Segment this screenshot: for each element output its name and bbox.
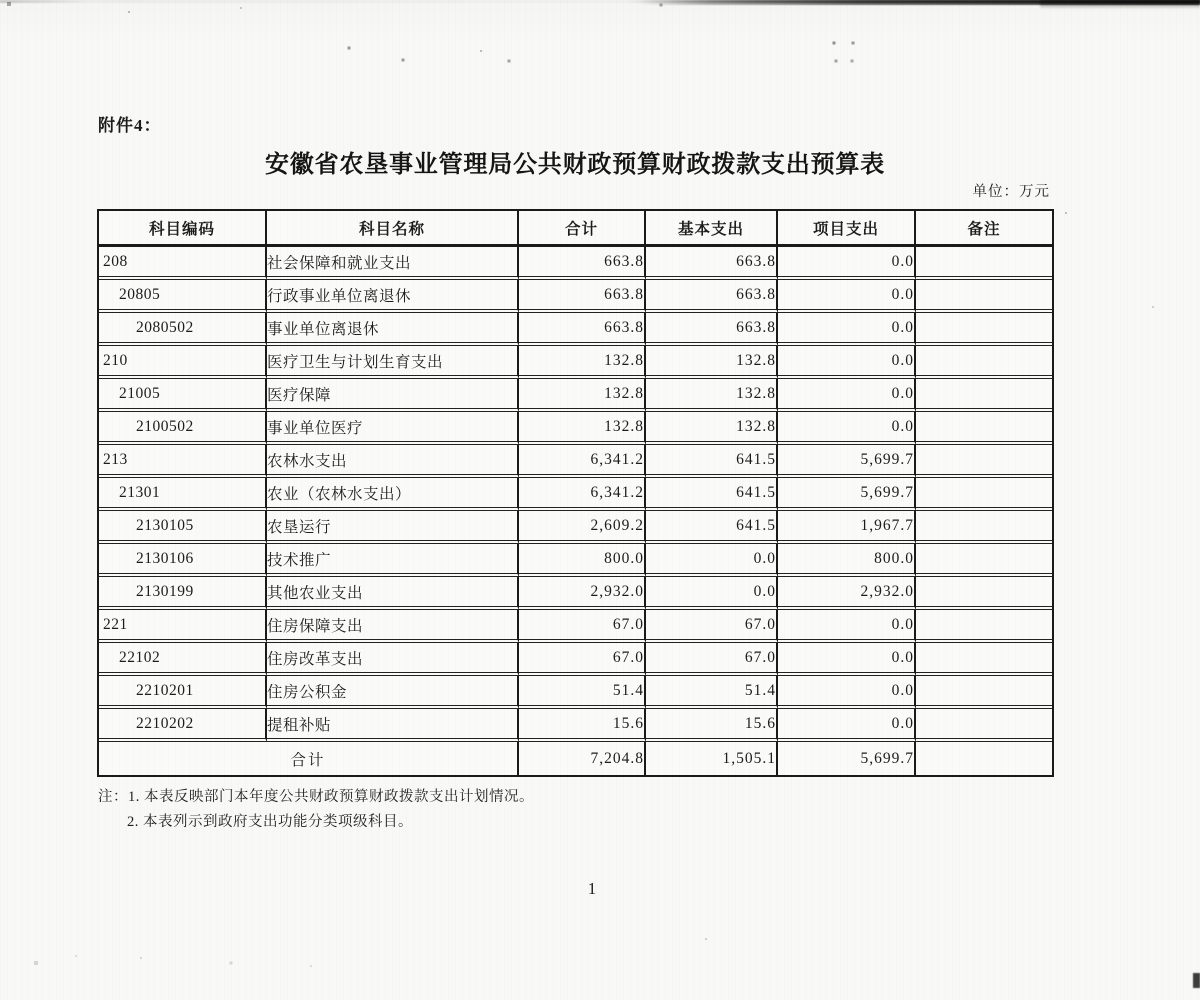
cell-subject-name: 行政事业单位离退休: [267, 280, 519, 313]
cell-subject-code: 2080502: [99, 313, 267, 346]
cell-basic-expenditure: 15.6: [646, 709, 778, 742]
cell-total: 2,932.0: [519, 577, 646, 610]
total-row-project: 5,699.7: [778, 742, 916, 775]
column-header-subject-name: 科目名称: [267, 211, 519, 247]
cell-total: 15.6: [519, 709, 646, 742]
cell-subject-code: 21301: [99, 478, 267, 511]
table-row: [99, 544, 1052, 577]
cell-remarks: [916, 511, 1052, 544]
cell-basic-expenditure: 51.4: [646, 676, 778, 709]
scan-speckles: [0, 0, 2, 2]
cell-project-expenditure: 0.0: [778, 610, 916, 643]
cell-subject-code: 210: [99, 346, 267, 379]
cell-basic-expenditure: 641.5: [646, 478, 778, 511]
cell-basic-expenditure: 0.0: [646, 544, 778, 577]
column-header-project-expenditure: 项目支出: [778, 211, 916, 247]
cell-remarks: [916, 610, 1052, 643]
cell-basic-expenditure: 67.0: [646, 643, 778, 676]
table-total-row: [99, 742, 1052, 775]
cell-total: 800.0: [519, 544, 646, 577]
cell-remarks: [916, 676, 1052, 709]
cell-project-expenditure: 5,699.7: [778, 445, 916, 478]
cell-project-expenditure: 0.0: [778, 379, 916, 412]
cell-total: 132.8: [519, 379, 646, 412]
column-header-remarks: 备注: [916, 211, 1052, 247]
cell-basic-expenditure: 67.0: [646, 610, 778, 643]
cell-project-expenditure: 0.0: [778, 676, 916, 709]
page-number: 1: [587, 879, 597, 898]
footnote-line-1: [98, 785, 534, 810]
cell-subject-code: 213: [99, 445, 267, 478]
table-header-row: [99, 211, 1052, 247]
budget-table: [97, 209, 1054, 777]
cell-total: 67.0: [519, 610, 646, 643]
cell-project-expenditure: 0.0: [778, 412, 916, 445]
cell-basic-expenditure: 132.8: [646, 346, 778, 379]
cell-total: 132.8: [519, 346, 646, 379]
cell-subject-name: 农业（农林水支出）: [267, 478, 519, 511]
cell-subject-name: 住房改革支出: [267, 643, 519, 676]
cell-subject-name: 住房公积金: [267, 676, 519, 709]
cell-remarks: [916, 379, 1052, 412]
cell-total: 6,341.2: [519, 478, 646, 511]
cell-remarks: [916, 280, 1052, 313]
unit-label: 单位：万元: [972, 184, 1050, 200]
table-row: [99, 610, 1052, 643]
footnotes: [98, 785, 534, 835]
table-row: [99, 412, 1052, 445]
cell-project-expenditure: 0.0: [778, 709, 916, 742]
cell-remarks: [916, 247, 1052, 280]
table-row: [99, 643, 1052, 676]
cell-total: 67.0: [519, 643, 646, 676]
cell-project-expenditure: 1,967.7: [778, 511, 916, 544]
page-title: 安徽省农垦事业管理局公共财政预算财政拨款支出预算表: [265, 151, 885, 178]
cell-basic-expenditure: 663.8: [646, 313, 778, 346]
cell-subject-code: 2210201: [99, 676, 267, 709]
cell-subject-code: 22102: [99, 643, 267, 676]
cell-project-expenditure: 0.0: [778, 346, 916, 379]
scan-bottom-right-mark: [1193, 973, 1200, 988]
cell-subject-code: 21005: [99, 379, 267, 412]
cell-basic-expenditure: 663.8: [646, 247, 778, 280]
cell-total: 132.8: [519, 412, 646, 445]
cell-subject-name: 事业单位离退休: [267, 313, 519, 346]
cell-project-expenditure: 0.0: [778, 643, 916, 676]
cell-remarks: [916, 445, 1052, 478]
cell-subject-name: 住房保障支出: [267, 610, 519, 643]
table-row: [99, 478, 1052, 511]
cell-remarks: [916, 643, 1052, 676]
cell-subject-code: 2130106: [99, 544, 267, 577]
cell-basic-expenditure: 641.5: [646, 511, 778, 544]
table-row: [99, 313, 1052, 346]
cell-subject-code: 208: [99, 247, 267, 280]
column-header-basic-expenditure: 基本支出: [646, 211, 778, 247]
cell-subject-code: 2210202: [99, 709, 267, 742]
table-row: [99, 346, 1052, 379]
cell-total: 6,341.2: [519, 445, 646, 478]
table-row: [99, 577, 1052, 610]
cell-subject-name: 农垦运行: [267, 511, 519, 544]
cell-subject-code: 2130199: [99, 577, 267, 610]
cell-subject-name: 技术推广: [267, 544, 519, 577]
cell-total: 51.4: [519, 676, 646, 709]
cell-project-expenditure: 800.0: [778, 544, 916, 577]
cell-remarks: [916, 544, 1052, 577]
cell-basic-expenditure: 663.8: [646, 280, 778, 313]
cell-remarks: [916, 412, 1052, 445]
footnote-1-text: 1. 本表反映部门本年度公共财政预算财政拨款支出计划情况。: [128, 789, 534, 805]
scan-top-corner-blotch: [1040, 0, 1200, 9]
cell-project-expenditure: 0.0: [778, 247, 916, 280]
cell-remarks: [916, 346, 1052, 379]
total-row-total: 7,204.8: [519, 742, 646, 775]
total-row-label: 合计: [99, 742, 519, 775]
cell-subject-name: 其他农业支出: [267, 577, 519, 610]
table-row: [99, 280, 1052, 313]
cell-subject-name: 事业单位医疗: [267, 412, 519, 445]
table-row: [99, 709, 1052, 742]
cell-subject-code: 2130105: [99, 511, 267, 544]
cell-subject-code: 20805: [99, 280, 267, 313]
cell-project-expenditure: 0.0: [778, 280, 916, 313]
column-header-total: 合计: [519, 211, 646, 247]
footnote-prefix: 注：: [98, 789, 128, 805]
table-row: [99, 247, 1052, 280]
footnote-line-2: 2. 本表列示到政府支出功能分类项级科目。: [127, 814, 413, 830]
cell-project-expenditure: 0.0: [778, 313, 916, 346]
cell-subject-code: 2100502: [99, 412, 267, 445]
attachment-label: 附件4：: [98, 116, 162, 135]
table-row: [99, 445, 1052, 478]
table-row: [99, 511, 1052, 544]
total-row-basic: 1,505.1: [646, 742, 778, 775]
cell-total: 663.8: [519, 280, 646, 313]
cell-subject-name: 医疗保障: [267, 379, 519, 412]
cell-basic-expenditure: 0.0: [646, 577, 778, 610]
table-row: [99, 379, 1052, 412]
cell-project-expenditure: 2,932.0: [778, 577, 916, 610]
cell-subject-name: 医疗卫生与计划生育支出: [267, 346, 519, 379]
cell-total: 663.8: [519, 313, 646, 346]
cell-total: 663.8: [519, 247, 646, 280]
cell-remarks: [916, 577, 1052, 610]
cell-basic-expenditure: 641.5: [646, 445, 778, 478]
cell-remarks: [916, 313, 1052, 346]
cell-subject-name: 社会保障和就业支出: [267, 247, 519, 280]
cell-subject-name: 提租补贴: [267, 709, 519, 742]
cell-subject-code: 221: [99, 610, 267, 643]
total-row-note: [916, 742, 1052, 775]
cell-project-expenditure: 5,699.7: [778, 478, 916, 511]
column-header-subject-code: 科目编码: [99, 211, 267, 247]
table-row: [99, 676, 1052, 709]
cell-total: 2,609.2: [519, 511, 646, 544]
cell-remarks: [916, 478, 1052, 511]
cell-basic-expenditure: 132.8: [646, 412, 778, 445]
cell-remarks: [916, 709, 1052, 742]
cell-basic-expenditure: 132.8: [646, 379, 778, 412]
cell-subject-name: 农林水支出: [267, 445, 519, 478]
budget-table-body: [99, 247, 1052, 775]
